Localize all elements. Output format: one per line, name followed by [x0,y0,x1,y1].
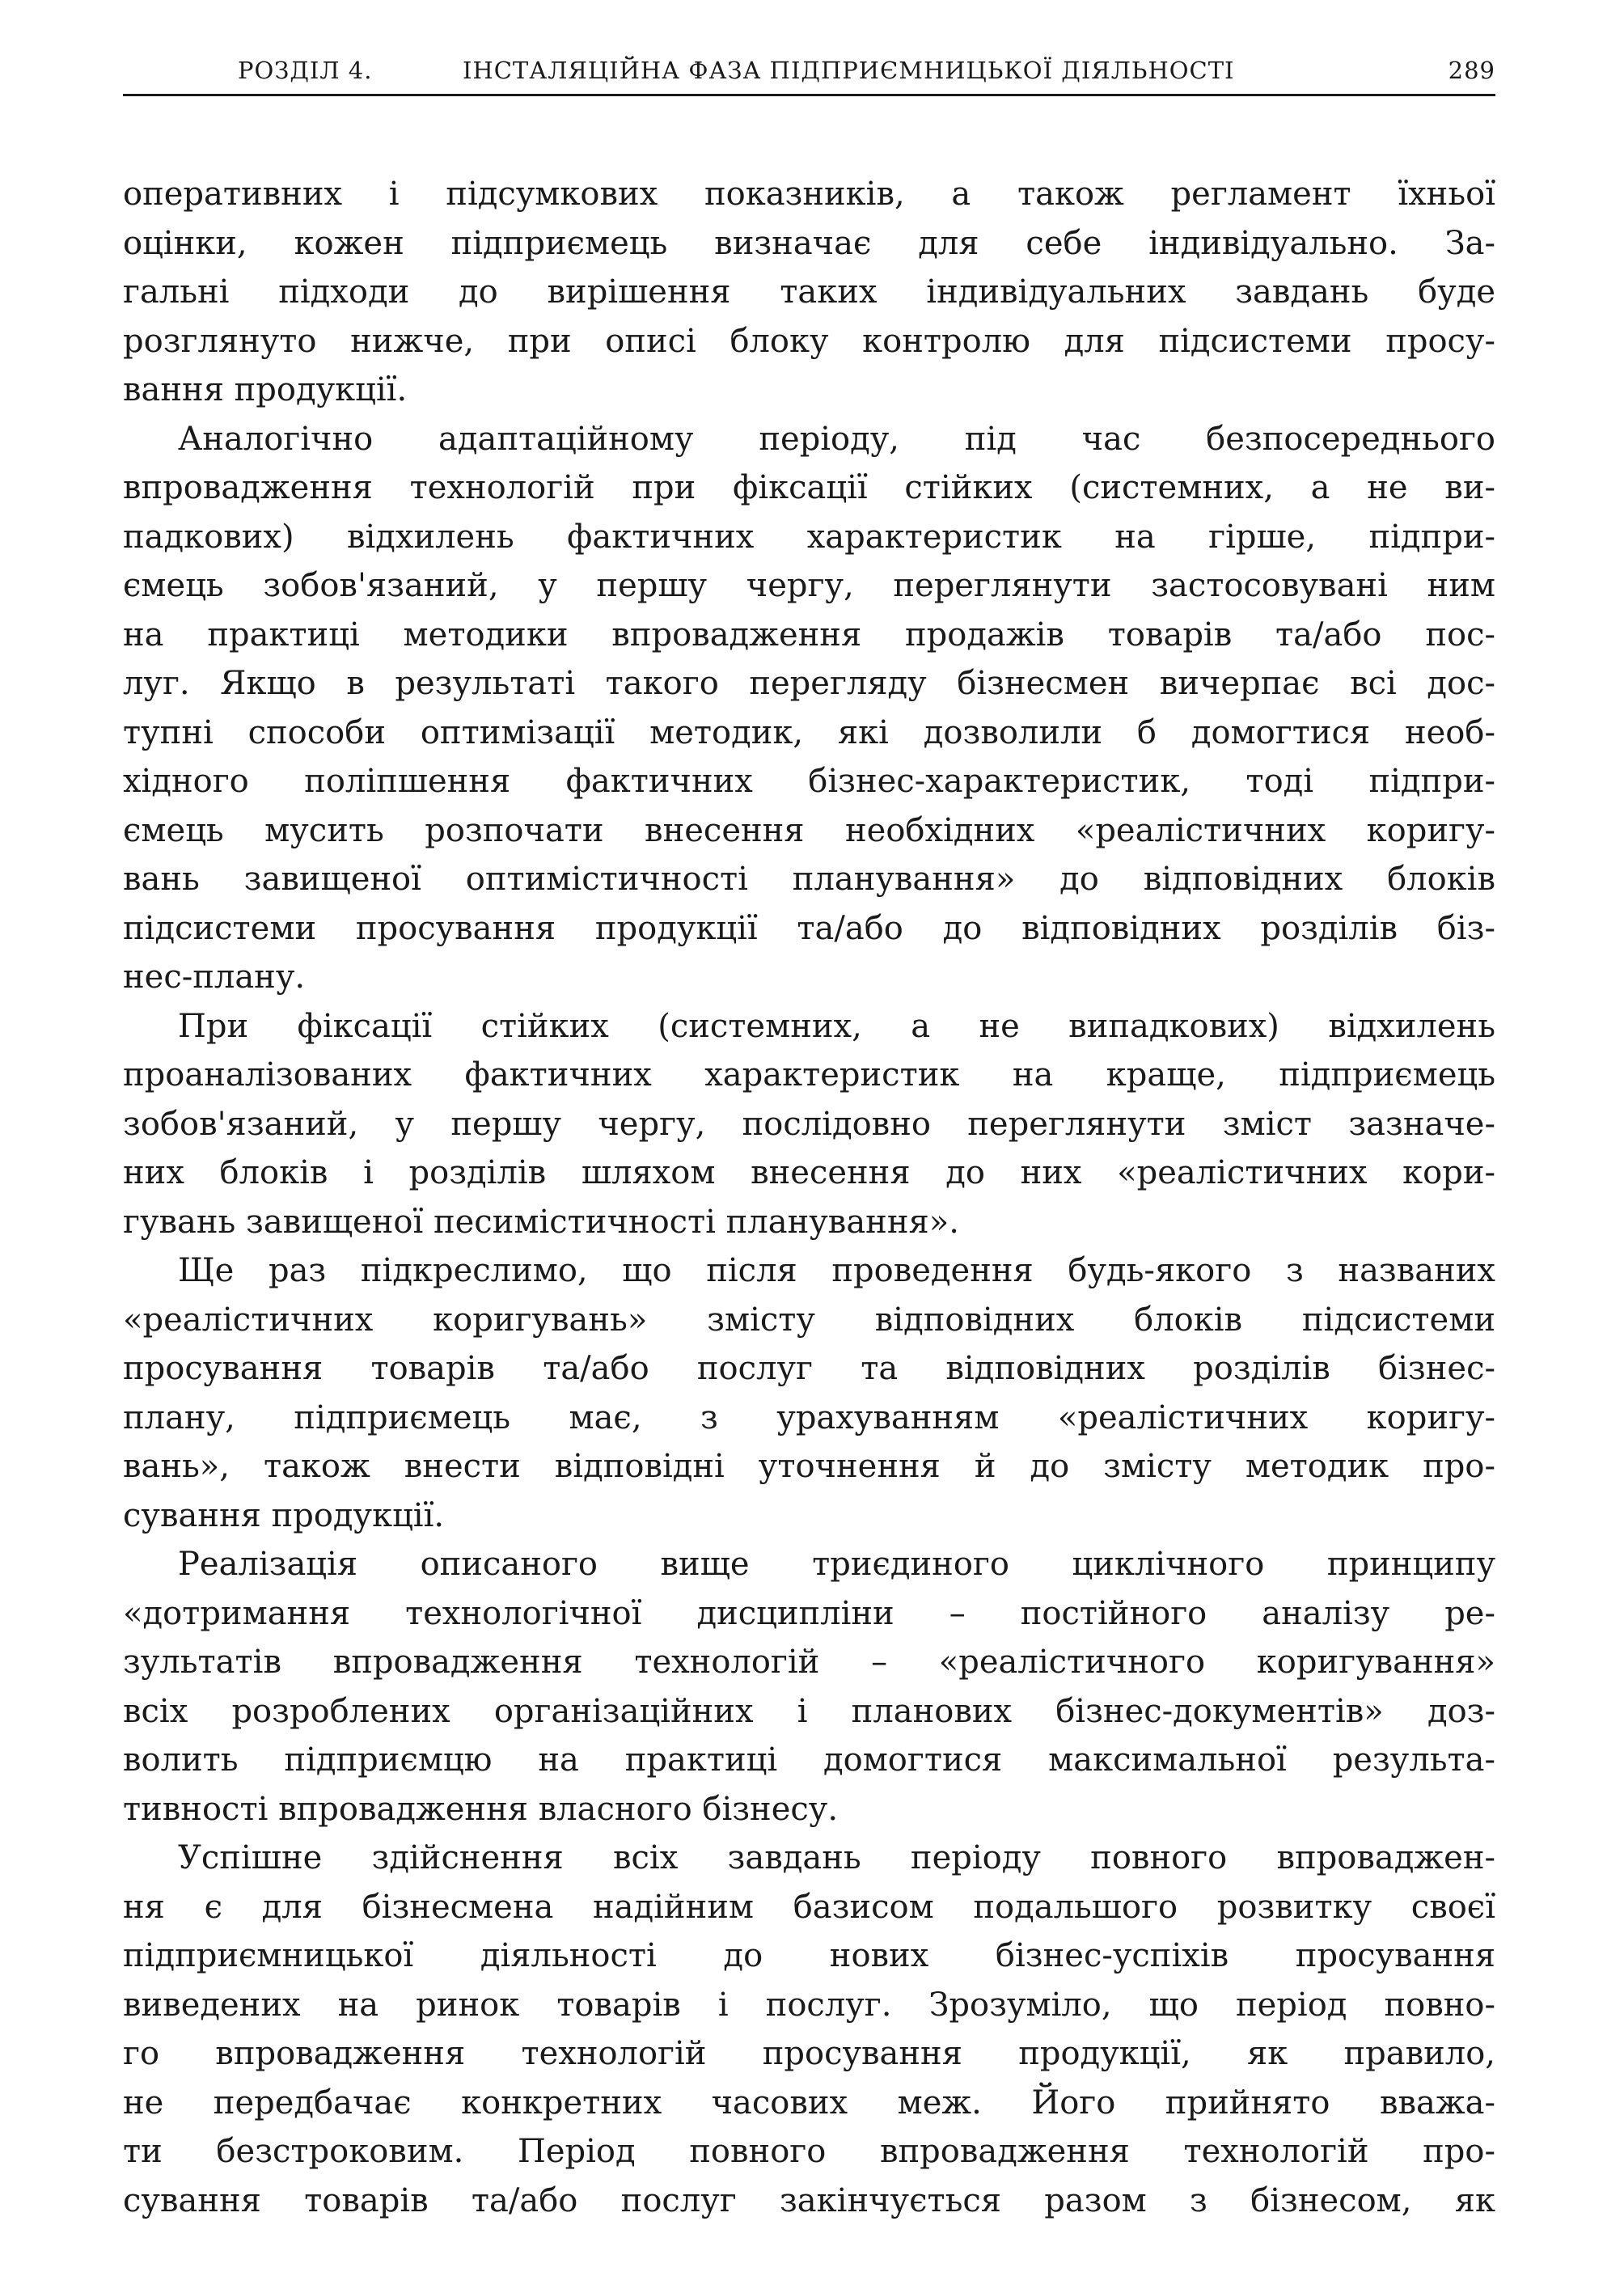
text-line: «дотримання технологічної дисципліни – постійного аналізу ре- [123,1594,1495,1632]
text-line: підсистеми просування продукції та/або до відповідних розділів біз- [123,909,1495,947]
text-line: вань завищеної оптимістичності планування» до відповідних блоків [123,861,1495,898]
text-line: «реалістичних коригувань» змісту відповідних блоків підсистеми [123,1301,1495,1339]
text-line: сування продукції. [123,1496,445,1534]
text-line: гувань завищеної песимістичності планування». [123,1203,959,1241]
text-line: хідного поліпшення фактичних бізнес-характеристик, тоді підпри- [123,763,1495,800]
text-line: впровадження технологій при фіксації стійких (системних, а не ви- [123,469,1495,506]
chapter-label: РОЗДІЛ 4. [238,57,373,84]
paragraph [123,1002,1495,1247]
text-line: ємець зобов'язаний, у першу чергу, переглянути застосовувані ним [123,567,1495,604]
text-line: сування товарів та/або послуг закінчується разом з бізнесом, як [123,2181,1495,2219]
paragraph [123,1834,1495,2225]
text-line: ємець мусить розпочати внесення необхідних «реалістичних коригу- [123,811,1495,849]
text-line: тивності впровадження власного бізнесу. [123,1790,839,1828]
text-line: Ще раз підкреслимо, що після проведення будь-якого з названих [178,1252,1495,1289]
text-line: Реалізація описаного вище триєдиного циклічного принципу [178,1546,1495,1583]
text-line: не передбачає конкретних часових меж. Його прийнято вважа- [123,2084,1495,2122]
text-line: оперативних і підсумкових показників, а також регламент їхньої [123,176,1495,213]
text-line: луг. Якщо в результаті такого перегляду бізнесмен вичерпає всі дос- [123,665,1495,702]
text-line: проаналізованих фактичних характеристик на краще, підприємець [123,1056,1495,1094]
text-line: всіх розроблених організаційних і планових бізнес-документів» доз- [123,1692,1495,1730]
text-line: нес-плану. [123,958,306,996]
text-line: зобов'язаний, у першу чергу, послідовно переглянути зміст зазначе- [123,1105,1495,1143]
text-line: Успішне здійснення всіх завдань періоду повного впроваджен- [178,1839,1495,1876]
text-line: гальні підходи до вирішення таких індивідуальних завдань буде [123,273,1495,311]
text-line: ня є для бізнесмена надійним базисом подальшого розвитку своєї [123,1888,1495,1926]
paragraph [123,170,1495,415]
running-header [123,53,1495,96]
text-line: вань», також внести відповідні уточнення й до змісту методик про- [123,1448,1495,1485]
body-text [123,170,1495,2225]
text-line: го впровадження технологій просування продукції, як правило, [123,2035,1495,2072]
text-line: оцінки, кожен підприємець визначає для себе індивідуально. За- [123,224,1495,262]
text-line: на практиці методики впровадження продажів товарів та/або пос- [123,616,1495,654]
text-line: зультатів впровадження технологій – «реалістичного коригування» [123,1644,1495,1681]
paragraph [123,415,1495,1002]
text-line: виведених на ринок товарів і послуг. Зрозуміло, що період повно- [123,1986,1495,2024]
text-line: Аналогічно адаптаційному періоду, під час безпосереднього [178,420,1495,458]
paragraph [123,1246,1495,1540]
text-line: вання продукції. [123,371,408,408]
text-line: При фіксації стійких (системних, а не випадкових) відхилень [178,1007,1495,1045]
text-line: падкових) відхилень фактичних характеристик на гірше, підпри- [123,518,1495,556]
text-line: ти безстроковим. Період повного впровадження технологій про- [123,2133,1495,2170]
text-line: підприємницької діяльності до нових бізнес-успіхів просування [123,1937,1495,1974]
page-number: 289 [1448,57,1495,84]
chapter-title: ІНСТАЛЯЦІЙНА ФАЗА ПІДПРИЄМНИЦЬКОЇ ДІЯЛЬНОСТІ [463,57,1235,84]
text-line: плану, підприємець має, з урахуванням «реалістичних коригу- [123,1398,1495,1436]
text-line: тупні способи оптимізації методик, які дозволили б домогтися необ- [123,713,1495,751]
text-line: просування товарів та/або послуг та відповідних розділів бізнес- [123,1350,1495,1387]
text-line: розглянуто нижче, при описі блоку контролю для підсистеми просу- [123,322,1495,360]
text-line: них блоків і розділів шляхом внесення до них «реалістичних кори- [123,1154,1495,1191]
paragraph [123,1540,1495,1834]
text-line: волить підприємцю на практиці домогтися максимальної результа- [123,1741,1495,1779]
